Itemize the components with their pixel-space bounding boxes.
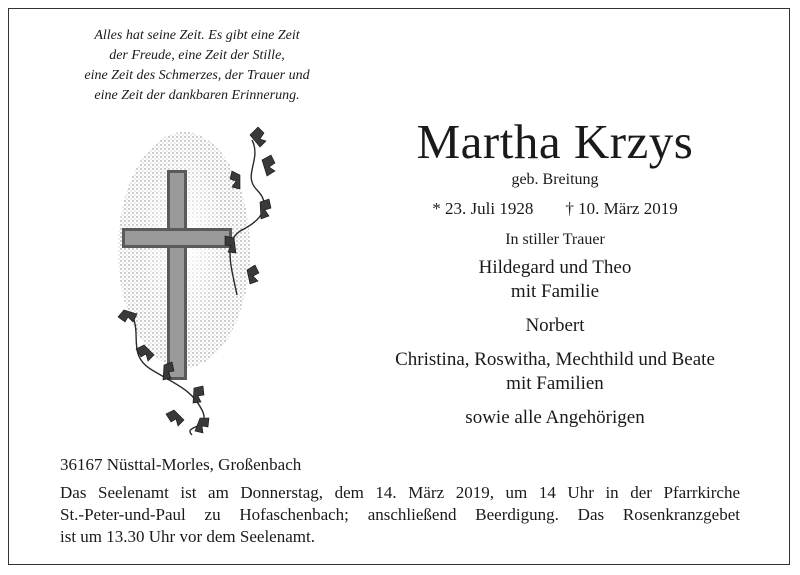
mourner-line: Hildegard und Theo bbox=[478, 257, 632, 278]
mourner-group bbox=[360, 256, 750, 304]
poem bbox=[52, 26, 342, 106]
life-dates bbox=[360, 198, 750, 220]
mourner-line: mit Familien bbox=[506, 373, 604, 394]
mourner-group bbox=[360, 348, 750, 396]
mourner-line: mit Familie bbox=[510, 281, 600, 302]
poem-line: eine Zeit des Schmerzes, der Trauer und bbox=[84, 68, 310, 83]
poem-line: eine Zeit der dankbaren Erinnerung. bbox=[94, 88, 300, 103]
notice-line: Das Seelenamt ist am Donnerstag, dem 14. März 2019, um 14 Uhr in der Pfarrkirche bbox=[60, 483, 740, 502]
poem-line: Alles hat seine Zeit. Es gibt eine Zeit bbox=[94, 28, 300, 43]
mourners-list bbox=[360, 256, 750, 440]
notice-line: St.-Peter-und-Paul zu Hofaschenbach; anschließend Beerdigung. Das Rosenkranzgebet bbox=[60, 505, 740, 524]
mourner-group bbox=[360, 406, 750, 430]
notice-line: ist um 13.30 Uhr vor dem Seelenamt. bbox=[60, 527, 315, 546]
poem-line: der Freude, eine Zeit der Stille, bbox=[109, 48, 285, 63]
death-date: † 10. März 2019 bbox=[565, 199, 678, 218]
mourner-group bbox=[360, 314, 750, 338]
birth-date: * 23. Juli 1928 bbox=[432, 199, 534, 218]
mourner-line: sowie alle Angehörigen bbox=[465, 407, 645, 428]
location: 36167 Nüsttal-Morles, Großenbach bbox=[60, 455, 302, 474]
deceased-name: Martha Krzys bbox=[416, 114, 694, 169]
birth-name: geb. Breitung bbox=[511, 171, 599, 188]
cross-with-ivy-icon bbox=[112, 120, 282, 440]
mourning-intro: In stiller Trauer bbox=[505, 231, 605, 248]
mourner-line: Christina, Roswitha, Mechthild und Beate bbox=[395, 349, 715, 370]
mourner-line: Norbert bbox=[525, 315, 585, 336]
funeral-notice bbox=[60, 482, 740, 548]
